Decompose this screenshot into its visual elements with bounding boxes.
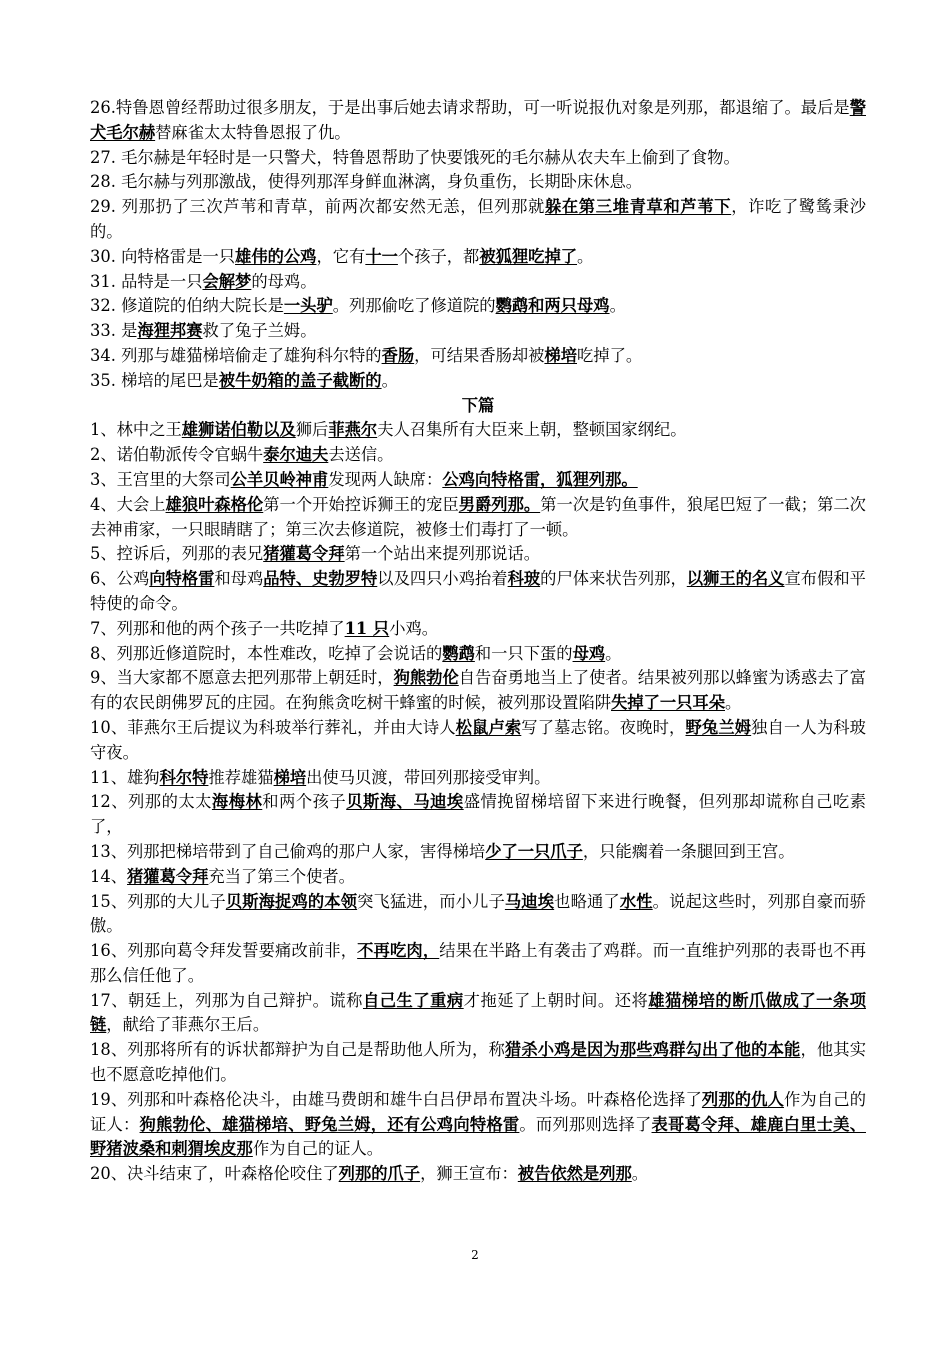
list-item: 4、大会上雄狼叶森格伦第一个开始控诉狮王的宠臣男爵列那。第一次是钓鱼事件，狼尾巴短了一截；第二次去神甫家，一只眼睛瞎了；第三次去修道院，被修士们毒打了一顿。 <box>90 494 866 539</box>
list-item: 18、列那将所有的诉状都辩护为自己是帮助他人所为，称猎杀小鸡是因为那些鸡群勾出了他的本能，他其实也不愿意吃掉他们。 <box>90 1040 866 1085</box>
answer-highlight: 狗熊勃伦 <box>393 668 459 688</box>
answer-highlight: 男爵列那。 <box>458 494 541 514</box>
list-item: 26.特鲁恩曾经帮助过很多朋友，于是出事后她去请求帮助，可一听说报仇对象是列那，都退缩了。最后是警犬毛尔赫替麻雀太太特鲁恩报了仇。 <box>90 98 866 142</box>
answer-highlight: 一头驴 <box>283 296 333 316</box>
list-item: 1、林中之王雄狮诺伯勒以及狮后菲燕尔夫人召集所有大臣来上朝，整顿国家纲纪。 <box>90 420 687 440</box>
answer-highlight: 11 只 <box>344 618 390 638</box>
list-item: 15、列那的大儿子贝斯海捉鸡的本领突飞猛进，而小儿子马迪埃也略通了水性。说起这些时，列那自豪而骄傲。 <box>90 891 866 936</box>
answer-highlight: 梯培 <box>544 345 577 365</box>
list-item: 10、菲燕尔王后提议为科玻举行葬礼，并由大诗人松鼠卢索写了墓志铭。夜晚时，野兔兰姆独自一人为科玻守夜。 <box>90 717 866 762</box>
answer-highlight: 松鼠卢索 <box>455 717 522 737</box>
answer-highlight: 躲在第三堆青草和芦苇下 <box>544 197 732 217</box>
list-item: 2、诺伯勒派传令官蜗牛泰尔迪夫去送信。 <box>90 445 394 465</box>
list-item: 30. 向特格雷是一只雄伟的公鸡，它有十一个孩子，都被狐狸吃掉了。 <box>90 246 594 266</box>
answer-highlight: 自己生了重病 <box>362 990 464 1010</box>
list-item: 28. 毛尔赫与列那激战，使得列那浑身鲜血淋漓，身负重伤，长期卧床休息。 <box>90 172 643 192</box>
list-item: 14、猪獾葛令拜充当了第三个使者。 <box>90 866 355 886</box>
answer-highlight: 马迪埃 <box>504 891 555 911</box>
list-item: 7、列那和他的两个孩子一共吃掉了11 只小鸡。 <box>90 618 439 638</box>
answer-highlight: 公羊贝岭神甫 <box>230 469 329 489</box>
list-item: 31. 品特是一只会解梦的母鸡。 <box>90 271 317 291</box>
answer-highlight: 猎杀小鸡是因为那些鸡群勾出了他的本能 <box>504 1040 801 1060</box>
answer-highlight: 十一 <box>365 246 398 266</box>
answer-highlight: 野兔兰姆 <box>685 717 752 737</box>
answer-highlight: 公鸡向特格雷，狐狸列那。 <box>442 469 638 489</box>
list-item: 20、决斗结束了，叶森格伦咬住了列那的爪子，狮王宣布：被告依然是列那。 <box>90 1164 649 1184</box>
answer-highlight: 表哥葛令拜、雄鹿白里士美、野猪波桑和刺猬埃皮那 <box>90 1114 866 1159</box>
list-item: 9、当大家都不愿意去把列那带上朝廷时，狗熊勃伦自告奋勇地当上了使者。结果被列那以蜂蜜为诱惑去了富有的农民朗佛罗瓦的庄园。在狗熊贪吃树干蜂蜜的时候，被列那设置陷阱失掉了一只耳朵。 <box>90 668 866 713</box>
list-item: 8、列那近修道院时，本性难改，吃掉了会说话的鹦鹉和一只下蛋的母鸡。 <box>90 643 622 663</box>
answer-highlight: 科尔特 <box>159 767 209 787</box>
list-item: 19、列那和叶森格伦决斗，由雄马费朗和雄牛白吕伊昂布置决斗场。叶森格伦选择了列那的仇人作为自己的证人：狗熊勃伦、雄猫梯培、野兔兰姆，还有公鸡向特格雷。而列那则选择了表哥葛令拜、雄鹿白里士美、野猪波桑和刺猬埃皮那作为自己的证人。 <box>90 1089 866 1159</box>
document-body <box>90 96 866 1187</box>
list-item: 6、公鸡向特格雷和母鸡品特、史勃罗特以及四只小鸡抬着科玻的尸体来状告列那，以狮王的名义宣布假和平特使的命令。 <box>90 569 866 613</box>
answer-highlight: 雄狮诺伯勒以及 <box>181 420 296 440</box>
list-item: 33. 是海狸邦赛救了兔子兰姆。 <box>90 321 317 341</box>
list-item: 17、朝廷上，列那为自己辩护。谎称自己生了重病才拖延了上朝时间。还将雄猫梯培的断爪做成了一条项链，献给了菲燕尔王后。 <box>90 990 866 1035</box>
list-item: 11、雄狗科尔特推荐雄猫梯培出使马贝渡，带回列那接受审判。 <box>90 767 551 787</box>
list-item: 27. 毛尔赫是年轻时是一只警犬，特鲁恩帮助了快要饿死的毛尔赫从农夫车上偷到了食物。 <box>90 147 740 167</box>
list-item: 35. 梯培的尾巴是被牛奶箱的盖子截断的。 <box>90 370 398 390</box>
answer-highlight: 雄伟的公鸡 <box>235 246 317 266</box>
answer-highlight: 菲燕尔 <box>328 420 378 440</box>
answer-highlight: 香肠 <box>381 345 415 365</box>
list-item: 12、列那的太太海梅林和两个孩子贝斯海、马迪埃盛情挽留梯培留下来进行晚餐，但列那却谎称自己吃素了， <box>90 792 866 837</box>
answer-highlight: 列那的仇人 <box>701 1089 785 1109</box>
answer-highlight: 水性 <box>619 891 653 911</box>
list-item: 3、王宫里的大祭司公羊贝岭神甫发现两人缺席：公鸡向特格雷，狐狸列那。 <box>90 469 638 489</box>
answer-highlight: 被牛奶箱的盖子截断的 <box>218 370 382 390</box>
list-item: 32. 修道院的伯纳大院长是一头驴。列那偷吃了修道院的鹦鹉和两只母鸡。 <box>90 296 626 316</box>
answer-highlight: 鹦鹉 <box>442 643 475 663</box>
answer-highlight: 贝斯海捉鸡的本领 <box>225 891 358 911</box>
answer-highlight: 雄猫梯培的断爪做成了一条项链 <box>90 990 866 1035</box>
list-item: 5、控诉后，列那的表兄猪獾葛令拜第一个站出来提列那说话。 <box>90 544 540 564</box>
answer-highlight: 海狸邦赛 <box>137 321 203 341</box>
section-heading: 下篇 <box>461 395 495 415</box>
answer-highlight: 鹦鹉和两只母鸡 <box>495 296 610 316</box>
answer-highlight: 海梅林 <box>211 792 263 812</box>
answer-highlight: 贝斯海、马迪埃 <box>346 792 464 812</box>
answer-highlight: 失掉了一只耳朵 <box>611 693 725 713</box>
answer-highlight: 警犬毛尔赫 <box>90 98 866 142</box>
list-item: 13、列那把梯培带到了自己偷鸡的那户人家，害得梯培少了一只爪子，只能瘸着一条腿回到王宫。 <box>90 841 795 861</box>
page-number: 2 <box>471 1248 479 1262</box>
list-item: 16、列那向葛令拜发誓要痛改前非，不再吃肉，结果在半路上有袭击了鸡群。而一直维护列那的表哥也不再那么信任他了。 <box>90 941 866 985</box>
answer-highlight: 泰尔迪夫 <box>263 445 329 465</box>
list-item: 34. 列那与雄猫梯培偷走了雄狗科尔特的香肠，可结果香肠却被梯培吃掉了。 <box>90 345 643 365</box>
answer-highlight: 狗熊勃伦、雄猫梯培、野兔兰姆，还有公鸡向特格雷 <box>139 1114 520 1134</box>
answer-highlight: 向特格雷 <box>149 569 215 589</box>
answer-highlight: 品特、史勃罗特 <box>263 569 378 589</box>
answer-highlight: 列那的爪子 <box>338 1164 421 1184</box>
answer-highlight: 母鸡 <box>572 643 606 663</box>
answer-highlight: 不再吃肉， <box>357 941 440 961</box>
answer-highlight: 梯培 <box>273 767 307 787</box>
answer-highlight: 被狐狸吃掉了 <box>479 246 578 266</box>
answer-highlight: 雄狼叶森格伦 <box>165 494 264 514</box>
answer-highlight: 猪獾葛令拜 <box>127 866 209 886</box>
answer-highlight: 被告依然是列那 <box>517 1164 632 1184</box>
answer-highlight: 以狮王的名义 <box>686 569 785 589</box>
answer-highlight: 科玻 <box>507 569 541 589</box>
answer-highlight: 猪獾葛令拜 <box>263 544 345 564</box>
answer-highlight: 会解梦 <box>202 271 252 291</box>
answer-highlight: 少了一只爪子 <box>485 841 583 861</box>
list-item: 29. 列那扔了三次芦苇和青草，前两次都安然无恙，但列那就躲在第三堆青草和芦苇下，诈吃了鹭鸶秉沙的。 <box>90 197 866 241</box>
